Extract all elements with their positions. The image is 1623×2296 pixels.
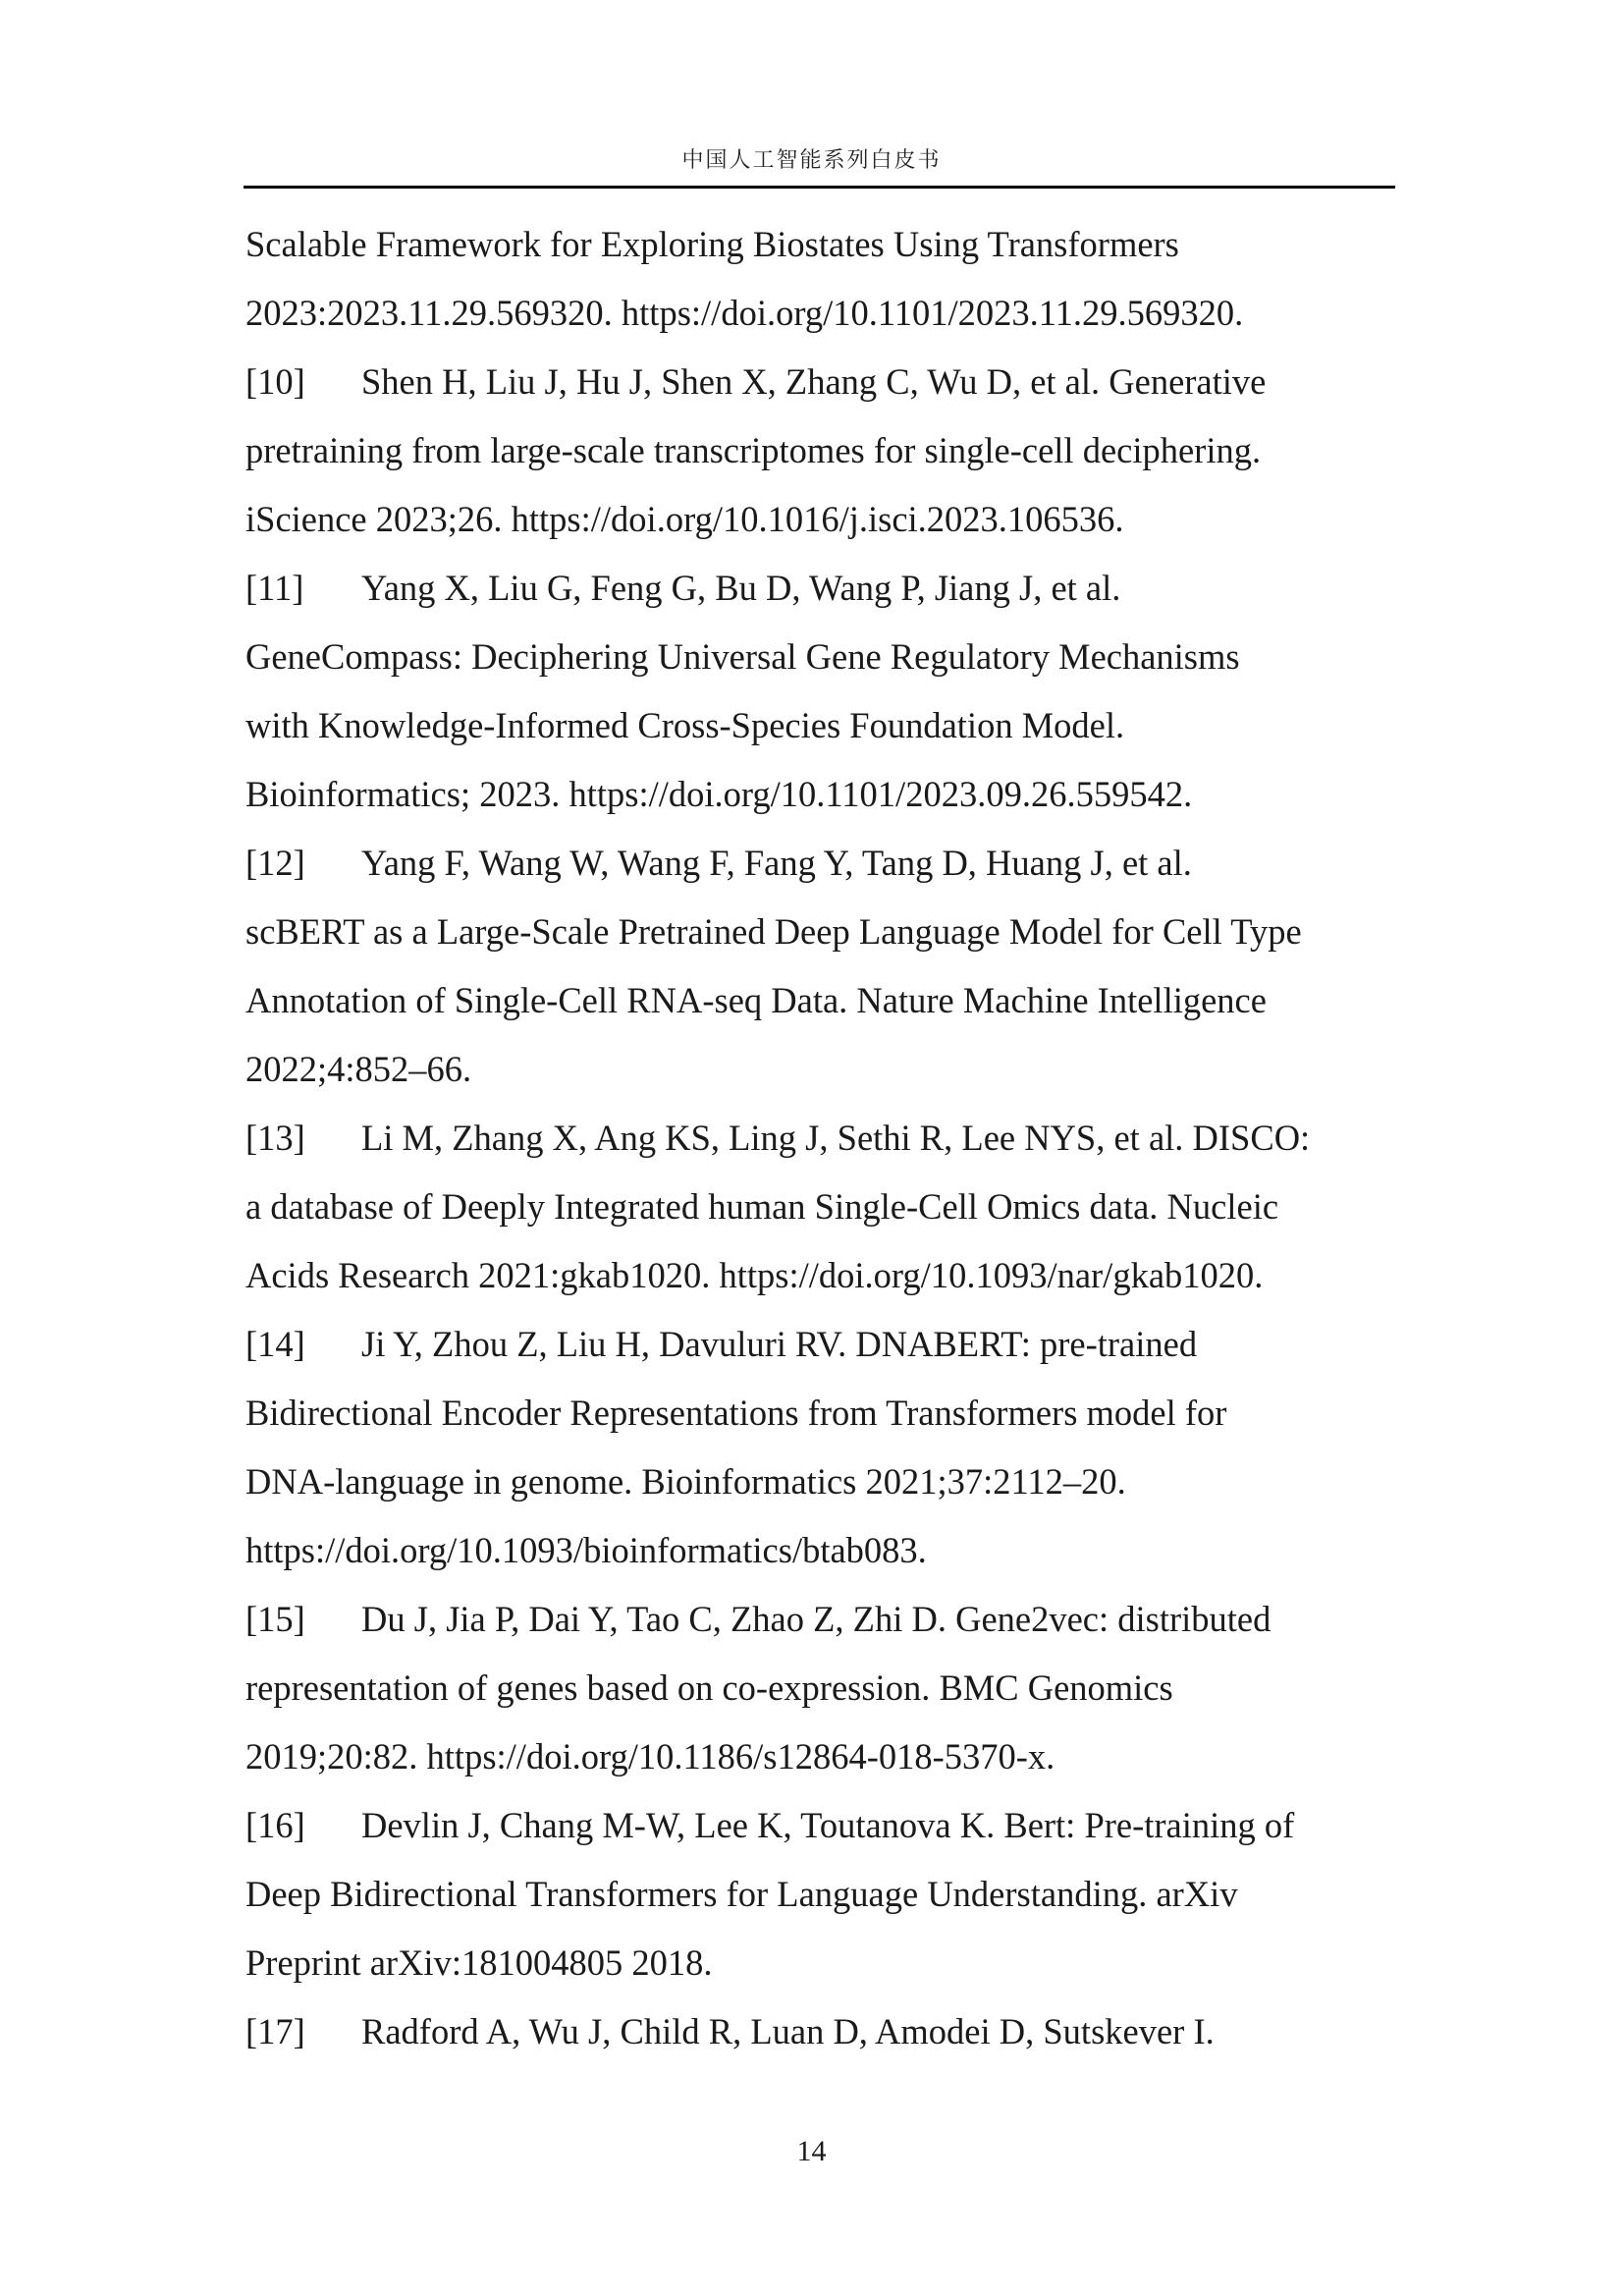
- reference-line: DNA-language in genome. Bioinformatics 2021;37:2112–20.: [245, 1461, 1126, 1502]
- reference-text: Yang X, Liu G, Feng G, Bu D, Wang P, Jiang J, et al.: [361, 568, 1121, 608]
- reference-line: with Knowledge-Informed Cross-Species Foundation Model.: [245, 705, 1125, 745]
- header-rule: [243, 186, 1395, 189]
- reference-line: pretraining from large-scale transcriptomes for single-cell deciphering.: [245, 430, 1262, 470]
- continuation-line: 2023:2023.11.29.569320. https://doi.org/10.1101/2023.11.29.569320.: [245, 293, 1244, 333]
- reference-text: Ji Y, Zhou Z, Liu H, Davuluri RV. DNABERT: pre-trained: [361, 1324, 1198, 1364]
- reference-number: [14]: [245, 1324, 305, 1364]
- continuation-line: Scalable Framework for Exploring Biostates Using Transformers: [245, 224, 1179, 264]
- reference-number: [11]: [245, 568, 304, 608]
- reference-number: [12]: [245, 843, 305, 883]
- reference-line: GeneCompass: Deciphering Universal Gene Regulatory Mechanisms: [245, 636, 1240, 677]
- reference-10: [245, 348, 1396, 416]
- reference-text: Radford A, Wu J, Child R, Luan D, Amodei D, Sutskever I.: [361, 2011, 1215, 2051]
- reference-line: a database of Deeply Integrated human Single-Cell Omics data. Nucleic: [245, 1186, 1279, 1227]
- reference-13: [245, 1104, 1396, 1173]
- reference-line: Bioinformatics; 2023. https://doi.org/10.1101/2023.09.26.559542.: [245, 774, 1193, 814]
- reference-line: representation of genes based on co-expression. BMC Genomics: [245, 1667, 1173, 1708]
- reference-14: [245, 1310, 1396, 1379]
- reference-12: [245, 829, 1396, 898]
- reference-11: [245, 554, 1396, 623]
- reference-line: Deep Bidirectional Transformers for Language Understanding. arXiv: [245, 1874, 1238, 1914]
- reference-line: 2022;4:852–66.: [245, 1049, 472, 1089]
- reference-number: [17]: [245, 2011, 305, 2051]
- reference-number: [15]: [245, 1599, 305, 1639]
- reference-15: [245, 1585, 1396, 1654]
- running-header: 中国人工智能系列白皮书: [681, 148, 942, 173]
- reference-line: Bidirectional Encoder Representations from Transformers model for: [245, 1393, 1227, 1433]
- reference-line: Preprint arXiv:181004805 2018.: [245, 1942, 713, 1983]
- reference-text: Devlin J, Chang M-W, Lee K, Toutanova K. Bert: Pre-training of: [361, 1805, 1295, 1845]
- reference-line: 2019;20:82. https://doi.org/10.1186/s12864-018-5370-x.: [245, 1736, 1055, 1777]
- reference-text: Shen H, Liu J, Hu J, Shen X, Zhang C, Wu D, et al. Generative: [361, 361, 1267, 402]
- reference-list: [245, 210, 1396, 2066]
- reference-line: iScience 2023;26. https://doi.org/10.1016/j.isci.2023.106536.: [245, 499, 1124, 539]
- reference-number: [13]: [245, 1118, 305, 1158]
- reference-line: https://doi.org/10.1093/bioinformatics/btab083.: [245, 1530, 927, 1570]
- reference-text: Du J, Jia P, Dai Y, Tao C, Zhao Z, Zhi D. Gene2vec: distributed: [361, 1599, 1271, 1639]
- reference-16: [245, 1791, 1396, 1860]
- reference-line: Annotation of Single-Cell RNA-seq Data. Nature Machine Intelligence: [245, 980, 1267, 1020]
- reference-17: [245, 1997, 1396, 2066]
- reference-text: Yang F, Wang W, Wang F, Fang Y, Tang D, Huang J, et al.: [361, 843, 1192, 883]
- reference-line: Acids Research 2021:gkab1020. https://doi.org/10.1093/nar/gkab1020.: [245, 1255, 1264, 1295]
- page-number: 14: [796, 2135, 827, 2167]
- reference-number: [10]: [245, 361, 305, 402]
- reference-text: Li M, Zhang X, Ang KS, Ling J, Sethi R, Lee NYS, et al. DISCO:: [361, 1118, 1311, 1158]
- reference-line: scBERT as a Large-Scale Pretrained Deep Language Model for Cell Type: [245, 911, 1302, 952]
- reference-number: [16]: [245, 1805, 305, 1845]
